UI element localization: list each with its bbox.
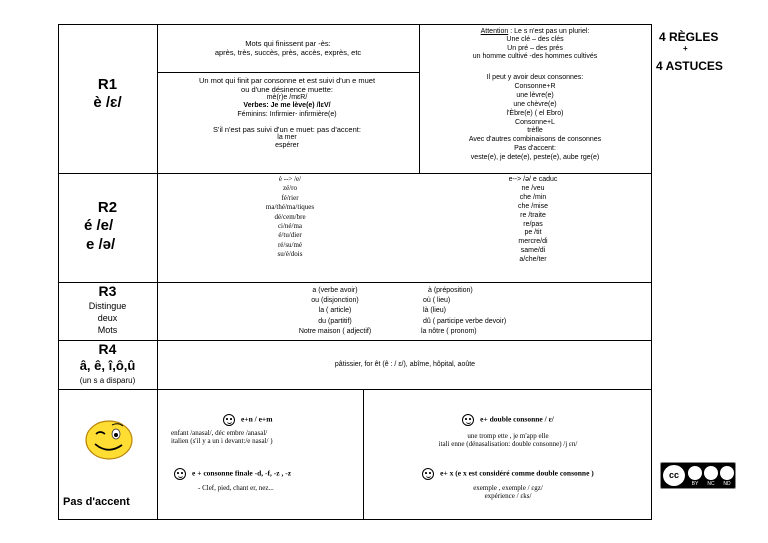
text-line: S'il n'est pas suivi d'un e muet: pas d'accent: [213,124,361,134]
text-line: un homme cultivé -des hommes cultivés [472,52,598,60]
list-item: du (partitif) [318,317,352,325]
list-item: che /mise [518,202,548,210]
list-item: la nôtre ( pronom) [421,327,477,335]
list-item: same/di [520,247,546,255]
list-item: ou (disjonction) [311,297,359,305]
r4-title: R4 [98,341,117,357]
r3-title: R3 [98,283,117,299]
divider [419,24,420,173]
text-line: Une clé – des clés [506,36,564,44]
list-item: à (préposition) [428,287,473,294]
text-line: Un pré – des prés [507,44,563,52]
text-line: une chèvre(e) [513,100,557,108]
text-line: espérer [275,142,299,150]
list-item: re/pas [523,220,543,228]
tips-heading: 4 ASTUCES [656,59,723,73]
text-line: Avec d'autres combinaisons de consonnes [468,136,602,144]
list-item: ma/thé/ma/tiques [265,203,315,212]
list-item: où ( lieu) [423,297,451,305]
r2-sound-e-acute: é /e/ [84,217,114,234]
text-line: une lèvre(e) [516,91,554,99]
divider [58,340,652,341]
list-item: mercre/di [518,238,548,246]
text-line: Mots [97,325,118,335]
rule-head: e+n / e+m [241,414,273,424]
text-line: Verbes: Je me lève(e) /lɛV/ [243,102,331,110]
list-item: pe /tit [524,229,542,237]
divider [157,72,419,73]
list-item: su/é/dois [277,250,303,259]
text-line: expérience / ɛks/ [484,492,532,501]
r4-note: (un s a disparu) [79,376,136,385]
text-line: Il peut y avoir deux consonnes: [486,74,584,81]
text-line: exemple , exemple / ɛgz/ [473,484,543,492]
text-line: itali enne (dénasalisation: double consonne) /j ɛn/ [438,440,578,449]
r4-sound: â, ê, î,ô,û [79,358,136,373]
text-line: Mots qui finissent par -ès: [245,39,331,48]
text-line: Féminins: Infirmier- infirmière(e) [237,110,337,118]
text-line: après, très, succès, près, accès, exprès, etc [214,48,362,57]
rule-head: e+ x (e x est considéré comme double consonne ) [440,468,594,478]
r2-left-list [220,175,360,260]
text-line: Consonne+R [514,82,556,90]
text-line: enfant /anasal/, déc embre /anasal/ [171,429,268,437]
rules-heading: 4 RÈGLES [659,30,719,44]
list-item: dû ( participe verbe devoir) [423,317,507,325]
pas-col2 [366,414,650,449]
list-item: ne /veu [521,184,545,192]
rule-head: e+ double consonne / ɛ/ [480,414,554,424]
r1-title: R1 [97,76,118,93]
divider [58,389,652,390]
plus-sign: + [683,44,688,53]
pas-col2-b [366,468,650,501]
attention-text: : Le s n'est pas un pluriel: [508,28,590,35]
list-item: re /traite [520,211,546,219]
winking-smiley-icon [82,418,136,462]
r3-subtitle [58,300,157,336]
divider [363,389,364,520]
text-line: trèfle [527,127,543,135]
list-item: é/tu/dier [278,231,302,240]
list-item: fé/rier [281,193,299,202]
smiley-icon [174,468,186,480]
r4-text: pâtissier, for êt (ê : / ɛ/), abîme, hôpital, aoûte [334,361,476,368]
text-line: italien (s'il y a un i devant:/e nasal/ ) [171,437,273,446]
by-label: BY [691,481,699,487]
text-line: l'Èbre(e) ( el Ebro) [506,109,564,117]
text-line: deux [97,313,118,323]
list-item: è --> /e/ [278,175,302,183]
r3-right-list [421,286,621,337]
nc-icon [704,466,718,480]
text-line: Un mot qui finit par consonne et est suivi d'un e muet [198,76,376,85]
list-item: ré/su/mé [277,240,303,249]
smiley-icon [422,468,434,480]
r1-block2 [158,76,416,150]
list-item: a (verbe avoir) [312,287,358,294]
list-item: e--> /ə/ e caduc [508,176,558,183]
r1-block3 [422,74,648,163]
r3-left-list [255,286,415,337]
pas-col1-b [174,468,362,492]
r1-block1 [160,39,416,57]
attention-label: Attention [480,28,509,35]
cc-logo-icon: cc [663,465,685,486]
list-item: zé/ro [283,184,297,193]
nd-icon [720,466,734,480]
text-line: Pas d'accent: [514,145,556,153]
nd-label: ND [723,481,731,487]
text-line: ou d'une désinence muette: [241,85,333,94]
smiley-icon [462,414,474,426]
list-item: a/che/ter [519,256,547,264]
divider [58,173,652,174]
text-line: Distingue [88,301,127,311]
smiley-icon [223,414,235,426]
text-line: Consonne+L [515,118,555,126]
list-item: ci/né/ma [277,222,303,231]
list-item: la ( article) [318,307,352,315]
list-item: che /min [519,193,547,201]
list-item: dé/cem/bre [274,212,306,221]
list-item: Notre maison ( adjectif) [298,327,372,335]
text-line: une tromp ette , je m'app elle [467,432,549,440]
text-line: mè(r)e /mɛR/ [266,94,308,101]
by-icon [688,466,702,480]
list-item: là (lieu) [423,307,446,315]
r2-sound-schwa: e /ə/ [86,236,116,253]
nc-label: NC [707,481,715,487]
text-line: - Clef, pied, chant er, nez... [198,484,274,492]
r2-right-list [468,176,598,265]
r1-sound: è /ɛ/ [93,94,122,111]
pas-accent-label: Pas d'accent [63,496,130,508]
r1-attention [422,28,648,61]
text-line: la mer [277,133,297,141]
r2-title: R2 [97,199,118,216]
pas-col1 [171,414,361,446]
cc-license-badge[interactable] [660,462,736,489]
rule-head: e + consonne finale -d, -f, -z , -z [192,468,292,478]
divider [58,282,652,283]
text-line: veste(e), je dete(e), peste(e), aube rge(e) [470,154,600,162]
